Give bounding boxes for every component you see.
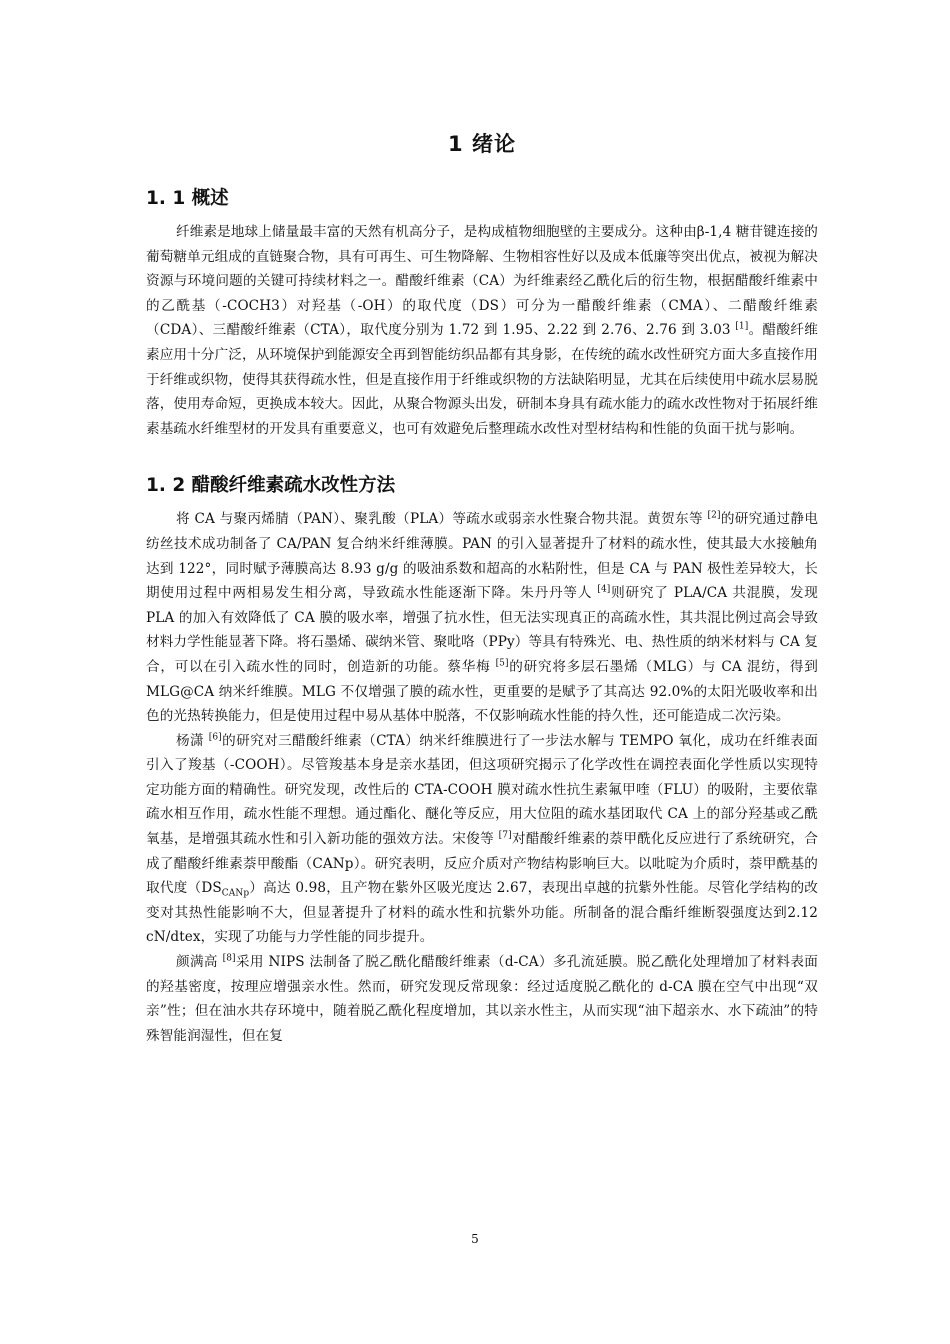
citation: [8] <box>222 953 236 964</box>
section-heading-overview: 1. 1 概述 <box>146 188 229 209</box>
citation: [4] <box>597 584 611 595</box>
text: 的研究对三醋酸纤维素（CTA）纳米纤维膜进行了一步法水解与 TEMPO 氧化，成功在纤维表面引入了羧基（-COOH）。尽管羧基本身是亲水基团，但这项研究揭示了化学改性在调控表面化学性质以实现特定功能方面的精确性。研究发现，改性后的 CTA-COOH 膜对疏水性抗生素氟甲喹（FLU）的吸附，主要依靠疏水相互作用，疏水性能不理想。通过酯化、醚化等反应，用大位阻的疏水基团取代 CA 上的部分羟基或乙酰氧基，是增强其疏水性和引入新功能的强效方法。宋俊等 <box>146 732 819 848</box>
page-number: 5 <box>471 1232 479 1246</box>
citation: [6] <box>208 732 222 743</box>
text: ）高达 0.98，且产物在紫外区吸光度达 2.67，表现出卓越的抗紫外性能。尽管化学结构的改变对其热性能影响不大，但显著提升了材料的疏水性和抗紫外功能。所制备的混合酯纤维断裂强度达到2.12 cN/dtex，实现了功能与力学性能的同步提升。 <box>146 880 819 946</box>
paragraph-overview <box>146 220 818 441</box>
paragraph-chemical-modification <box>146 729 818 950</box>
text: 杨潇 <box>176 732 209 749</box>
section-heading-methods: 1. 2 醋酸纤维素疏水改性方法 <box>146 475 396 497</box>
text: 颜满高 <box>176 954 223 971</box>
subscript: CANp <box>221 888 250 899</box>
paragraph-blending <box>146 507 818 728</box>
citation: [5] <box>495 658 509 669</box>
text: 的研究通过静电纺丝技术成功制备了 CA/PAN 复合纳米纤维薄膜。PAN 的引入显著提升了材料的疏水性，使其最大水接触角达到 122°，同时赋予薄膜高达 8.93 g/g 的吸油系数和超高的水粘附性，但是 CA 与 PAN 极性差异较大，长期使用过程中两相易发生相分离，导致疏水性能逐渐下降。朱丹丹等人 <box>146 511 819 602</box>
text: 则研究了 PLA/CA 共混膜，发现 PLA 的加入有效降低了 CA 膜的吸水率，增强了抗水性，但无法实现真正的高疏水性，其共混比例过高会导致材料力学性能显著下降。将石墨烯、碳纳米管、聚吡咯（PPy）等具有特殊光、电、热性质的纳米材料与 CA 复合，可以在引入疏水性的同时，创造新的功能。蔡华梅 <box>146 585 818 675</box>
text: 的研究将多层石墨烯（MLG）与 CA 混纺，得到 MLG@CA 纳米纤维膜。MLG 不仅增强了膜的疏水性，更重要的是赋予了其高达 92.0%的太阳光吸收率和出色的光热转换能力，但是使用过程中易从基体中脱落，不仅影响疏水性能的持久性，还可能造成二次污染。 <box>146 658 818 725</box>
citation: [2] <box>707 510 721 521</box>
paragraph-deacetylation <box>146 950 818 1048</box>
citation: [1] <box>735 321 749 332</box>
text: 将 CA 与聚丙烯腈（PAN）、聚乳酸（PLA）等疏水或弱亲水性聚合物共混。黄贺东等 <box>176 511 708 528</box>
text: 纤维素是地球上储量最丰富的天然有机高分子，是构成植物细胞壁的主要成分。这种由β-1,4 糖苷键连接的葡萄糖单元组成的直链聚合物，具有可再生、可生物降解、生物相容性好以及成本低廉等突出优点，被视为解决资源与环境问题的关键可持续材料之一。醋酸纤维素（CA）为纤维素经乙酰化后的衍生物，根据醋酸纤维素中的乙酰基（-COCH3）对羟基（-OH）的取代度（DS）可分为一醋酸纤维素（CMA）、二醋酸纤维素（CDA）、三醋酸纤维素（CTA），取代度分别为 1.72 到 1.95、2.22 到 2.76、2.76 到 3.03 <box>146 224 818 339</box>
text: 采用 NIPS 法制备了脱乙酰化醋酸纤维素（d-CA）多孔流延膜。脱乙酰化处理增加了材料表面的羟基密度，按理应增强亲水性。然而，研究发现反常现象：经过适度脱乙酰化的 d-CA 膜在空气中出现“双亲”性；但在油水共存环境中，随着脱乙酰化程度增加，其以亲水性主，从而实现“油下超亲水、水下疏油”的特殊智能润湿性，但在复 <box>146 954 818 1044</box>
text: 对醋酸纤维素的萘甲酰化反应进行了系统研究，合成了醋酸纤维素萘甲酸酯（CANp）。研究表明，反应介质对产物结构影响巨大。以吡啶为介质时，萘甲酰基的取代度（DS <box>146 831 818 897</box>
citation: [7] <box>498 830 512 841</box>
text: 。醋酸纤维素应用十分广泛，从环境保护到能源安全再到智能纺织品都有其身影，在传统的疏水改性研究方面大多直接作用于纤维或织物，使得其获得疏水性，但是直接作用于纤维或织物的方法缺陷明显，尤其在后续使用中疏水层易脱落，使用寿命短，更换成本较大。因此，从聚合物源头出发，研制本身具有疏水能力的疏水改性物对于拓展纤维素基疏水纤维型材的开发具有重要意义，也可有效避免后整理疏水改性对型材结构和性能的负面干扰与影响。 <box>146 322 818 437</box>
document-page <box>146 120 818 1048</box>
chapter-title: 1 绪论 <box>448 132 516 156</box>
